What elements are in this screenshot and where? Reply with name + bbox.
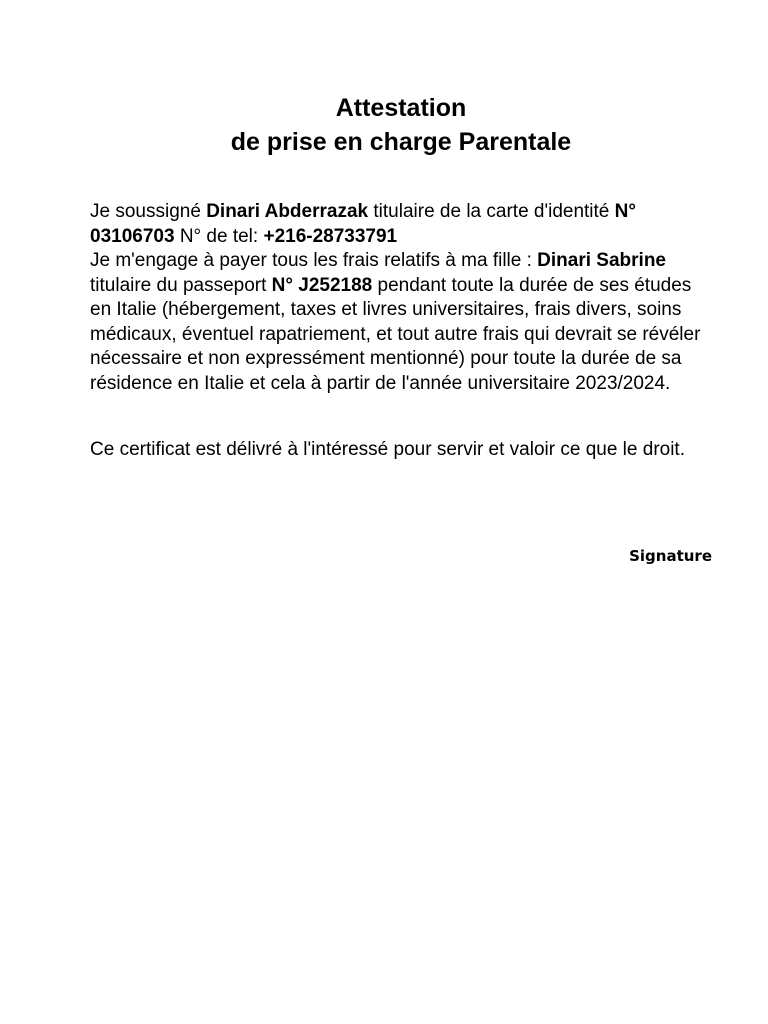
- signature-label: Signature: [629, 547, 712, 565]
- text-segment: Je soussigné: [90, 201, 207, 222]
- parent-name: Dinari Abderrazak: [206, 201, 369, 222]
- id-card-number: N° 03106703: [90, 201, 636, 247]
- document-subtitle: de prise en charge Parentale: [230, 128, 572, 156]
- text-segment: N° de tel:: [174, 225, 264, 247]
- phone-number: +216-28733791: [263, 225, 398, 247]
- document-title: Attestation: [335, 94, 467, 122]
- passport-number: N° J252188: [271, 274, 373, 296]
- text-segment: titulaire du passeport: [90, 274, 272, 296]
- text-segment: titulaire de la carte d'identité: [368, 201, 615, 222]
- certificate-paragraph: Ce certificat est délivré à l'intéressé pour servir et valoir ce que le droit.: [90, 439, 685, 460]
- text-segment: pendant toute la durée de ses études en Italie (hébergement, taxes et livres universitaires, frais divers, soins médicaux, éventuel rapatriement, et tout autre frais qui devrait se révéler nécessaire et non expressément mentionné) pour toute la durée de sa résidence en Italie et cela à partir de l'année universitaire 2023/2024.: [90, 274, 701, 394]
- text-segment: Je m'engage à payer tous les frais relatifs à ma fille :: [90, 250, 538, 271]
- daughter-name: Dinari Sabrine: [537, 250, 666, 271]
- commitment-paragraph: [90, 200, 706, 396]
